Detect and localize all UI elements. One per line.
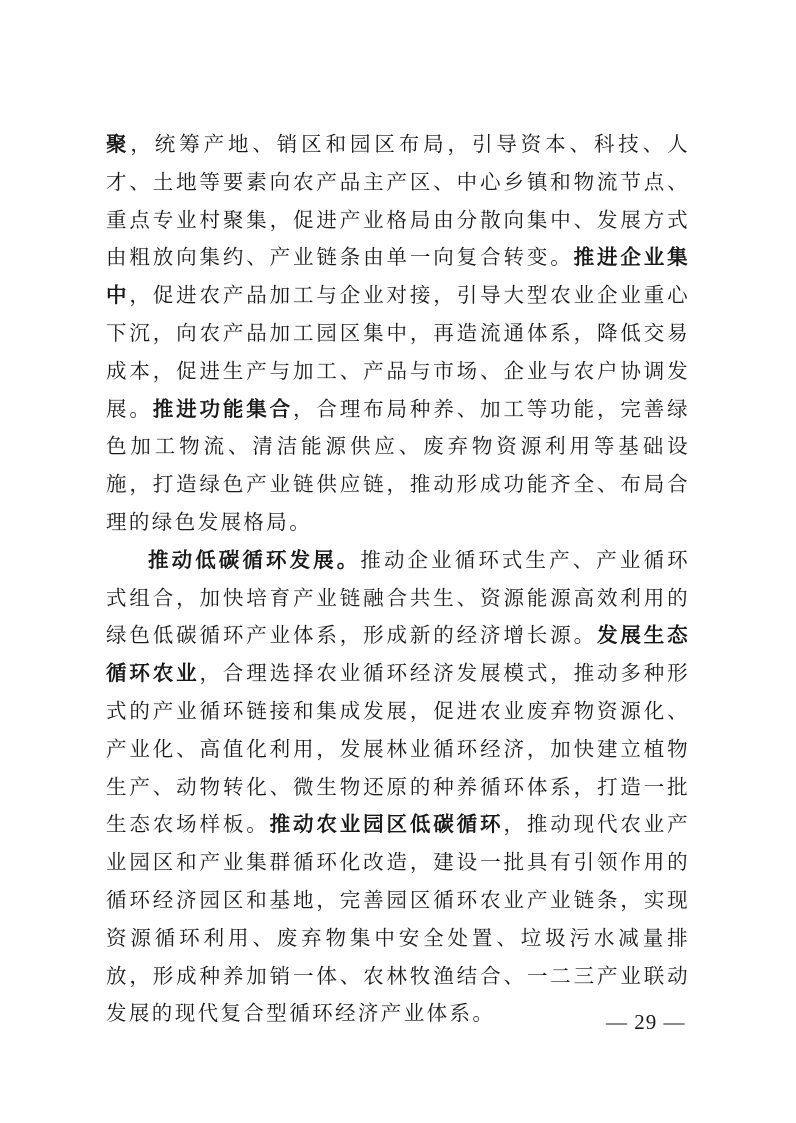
bold-phrase: 聚 xyxy=(106,132,131,156)
body-text: ，促进农产品加工与企业对接，引导大型农业企业重心下沉，向农产品加工园区集中，再造流通体系，降低交易成本，促进生产与加工、产品与市场、企业与农户协调发展。 xyxy=(106,283,690,421)
body-text: ，合理选择农业循环经济发展模式，推动多种形式的产业循环链接和集成发展，促进农业废弃物资源化、产业化、高值化利用，发展林业循环经济，加快建立植物生产、动物转化、微生物还原的种养循环体系，打造一批生态农场样板。 xyxy=(106,661,690,837)
page-number: — 29 — xyxy=(606,1010,686,1034)
body-text: ，统筹产地、销区和园区布局，引导资本、科技、人才、土地等要素向农产品主产区、中心乡镇和物流节点、重点专业村聚集，促进产业格局由分散向集中、发展方式由粗放向集约、产业链条由单一向复合转变。 xyxy=(106,132,691,270)
bold-phrase: 发展生态循环农业 xyxy=(106,623,690,686)
body-text: ，推动现代农业产业园区和产业集群循环化改造，建设一批具有引领作用的循环经济园区和基地，完善园区循环农业产业链条，实现资源循环利用、废弃物集中安全处置、垃圾污水减量排放，形成种养加销一体、农林牧渔结合、一二三产业联动发展的现代复合型循环经济产业体系。 xyxy=(106,812,691,1026)
section-heading: 推动低碳循环发展。 xyxy=(148,547,361,572)
paragraph-2 xyxy=(106,542,690,1033)
bold-phrase: 推动农业园区低碳循环 xyxy=(269,812,504,837)
document-body xyxy=(106,126,690,1033)
bold-phrase: 推进功能集合 xyxy=(152,396,294,421)
body-text: 推动企业循环式生产、产业循环式组合，加快培育产业链融合共生、资源能源高效利用的绿色低碳循环产业体系，形成新的经济增长源。 xyxy=(106,547,690,648)
bold-phrase: 推进企业集中 xyxy=(106,245,691,308)
body-text: ，合理布局种养、加工等功能，完善绿色加工物流、清洁能源供应、废弃物资源利用等基础设施，打造绿色产业链供应链，推动形成功能齐全、布局合理的绿色发展格局。 xyxy=(106,396,690,534)
paragraph-1 xyxy=(106,126,690,542)
